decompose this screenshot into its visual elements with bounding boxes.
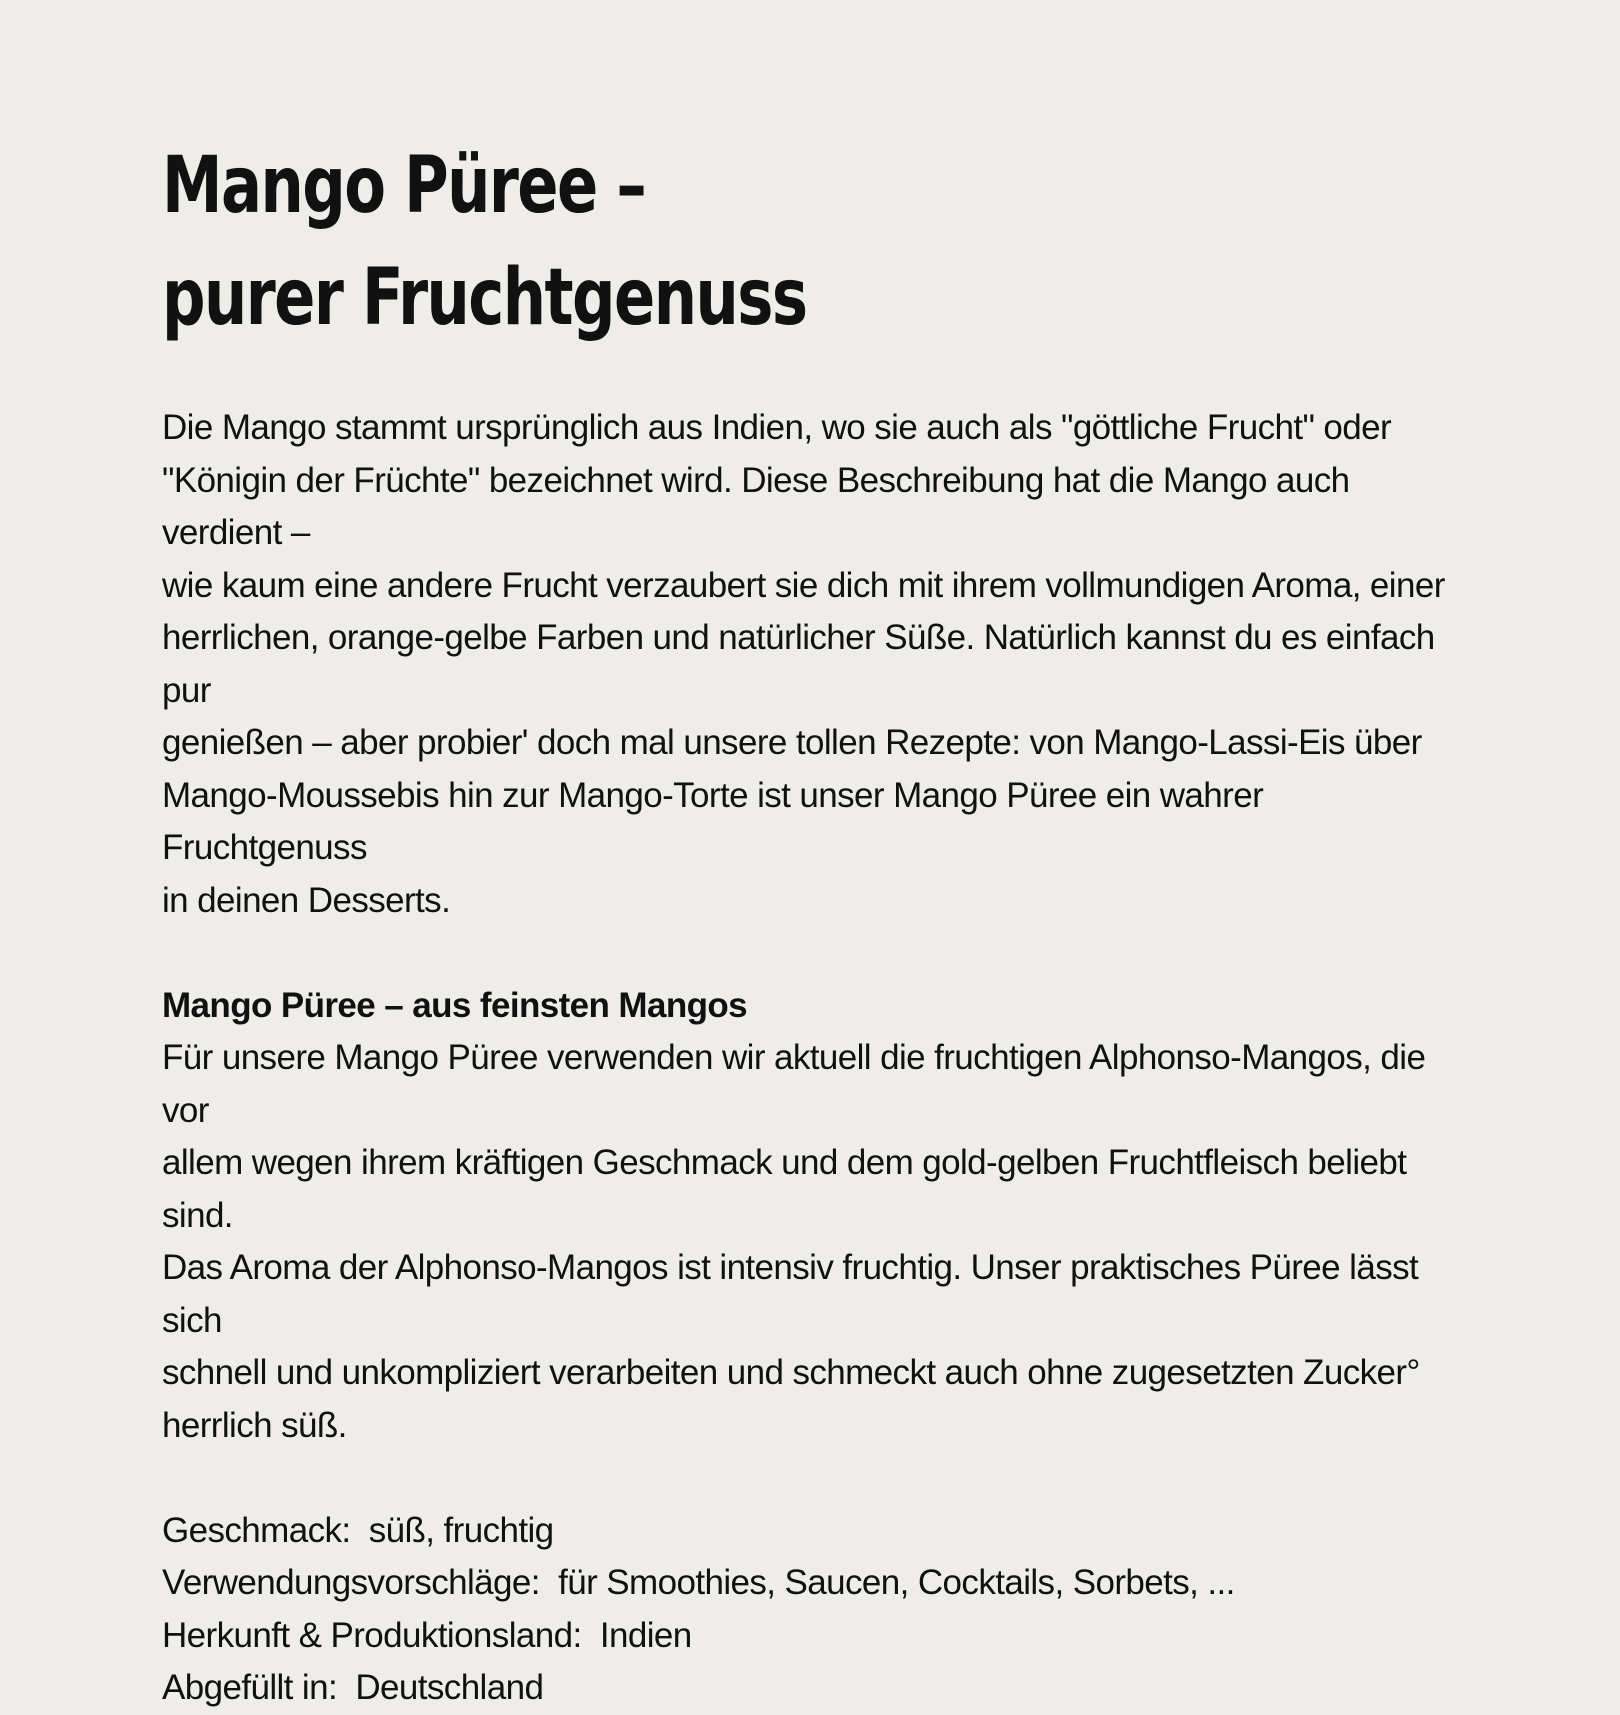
spec-label: Abgefüllt in:	[162, 1668, 338, 1707]
spec-label: Geschmack:	[162, 1510, 351, 1550]
spec-value: süß, fruchtig	[368, 1510, 554, 1550]
intro-paragraph: Die Mango stammt ursprünglich aus Indien, wo sie auch als "göttliche Frucht" oder "Königin der Früchte" bezeichnet wird. Diese Beschreibung hat die Mango auch verdient – wie kaum eine andere Frucht verzaubert sie dich mit ihrem vollmundigen Aroma, einer herrlichen, orange-gelbe Farben und natürlicher Süße. Natürlich kannst du es einfach pur genießen – aber probier' doch mal unsere tollen Rezepte: von Mango-Lassi-Eis über Mango-Moussebis hin zur Mango-Torte ist unser Mango Püree ein wahrer Fruchtgenuss in deinen Desserts.	[162, 408, 1445, 920]
spacer	[162, 1452, 1462, 1505]
spec-label: Verwendungsvorschläge:	[162, 1563, 540, 1602]
spec-label: Herkunft & Produktionsland:	[162, 1615, 582, 1655]
section-paragraph: Für unsere Mango Püree verwenden wir aktuell die fruchtigen Alphonso-Mangos, die vor allem wegen ihrem kräftigen Geschmack und dem gold-gelben Fruchtfleisch beliebt sind. Das Aroma der Alphonso-Mangos ist intensiv fruchtig. Unser praktisches Püree lässt sich schnell und unkompliziert verarbeiten und schmeckt auch ohne zugesetzten Zucker° herrlich süß.	[162, 1038, 1426, 1445]
spec-row-taste	[162, 1505, 1462, 1558]
spec-list	[162, 1505, 1462, 1715]
spec-row-usage	[162, 1557, 1462, 1610]
product-description	[162, 130, 1462, 1707]
section-heading: Mango Püree – aus feinsten Mangos	[162, 985, 748, 1025]
spec-value: Deutschland	[355, 1668, 544, 1707]
description-body	[162, 402, 1462, 1715]
page-title	[162, 130, 1176, 354]
spec-value: für Smoothies, Saucen, Cocktails, Sorbets, ...	[558, 1563, 1235, 1602]
spec-row-origin	[162, 1610, 1462, 1663]
title-line-1: Mango Püree –	[162, 141, 646, 231]
spacer	[162, 927, 1462, 980]
spec-row-bottled	[162, 1662, 1462, 1715]
title-line-2: purer Fruchtgenuss	[162, 253, 807, 343]
spec-value: Indien	[599, 1615, 692, 1655]
